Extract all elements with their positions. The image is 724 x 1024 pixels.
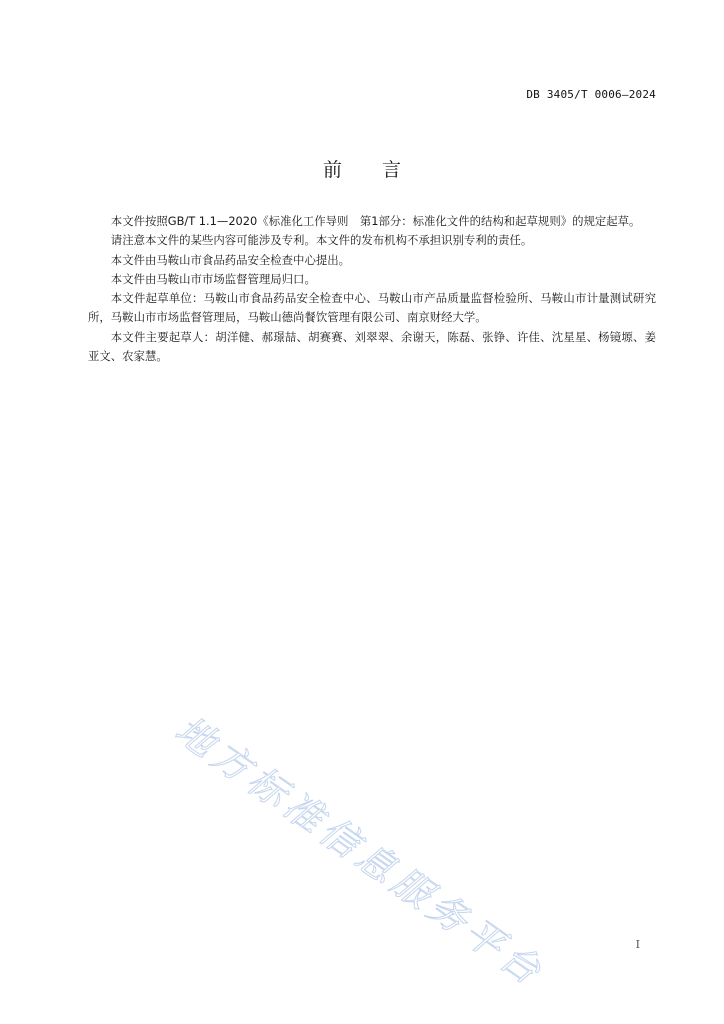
paragraph-responsible-unit: 本文件由马鞍山市市场监督管理局归口。	[110, 271, 316, 286]
page-number: I	[635, 938, 640, 951]
paragraph-patent-notice: 请注意本文件的某些内容可能涉及专利。本文件的发布机构不承担识别专利的责任。	[110, 233, 533, 248]
document-code: DB 3405/T 0006—2024	[526, 88, 656, 101]
watermark: 地方标准信息服务平台	[167, 707, 554, 996]
foreword-body	[88, 212, 656, 366]
paragraph-proposer: 本文件由马鞍山市食品药品安全检查中心提出。	[110, 252, 351, 267]
page-title: 前言	[322, 159, 441, 181]
paragraph-drafting-units: 本文件起草单位：马鞍山市食品药品安全检查中心、马鞍山市产品质量监督检验所、马鞍山市计量测试研究所，马鞍山市市场监督管理局，马鞍山德尚餐饮管理有限公司、南京财经大学。	[88, 291, 656, 325]
paragraph-drafters: 本文件主要起草人：胡洋健、郝璟喆、胡赛赛、刘翠翠、余谢天，陈磊、张铮、许佳、沈星星、杨镜塬、姜亚文、农家慧。	[88, 329, 656, 364]
paragraph-drafting-basis: 本文件按照GB/T 1.1—2020《标准化工作导则 第1部分：标准化文件的结构和起草规则》的规定起草。	[110, 214, 641, 228]
